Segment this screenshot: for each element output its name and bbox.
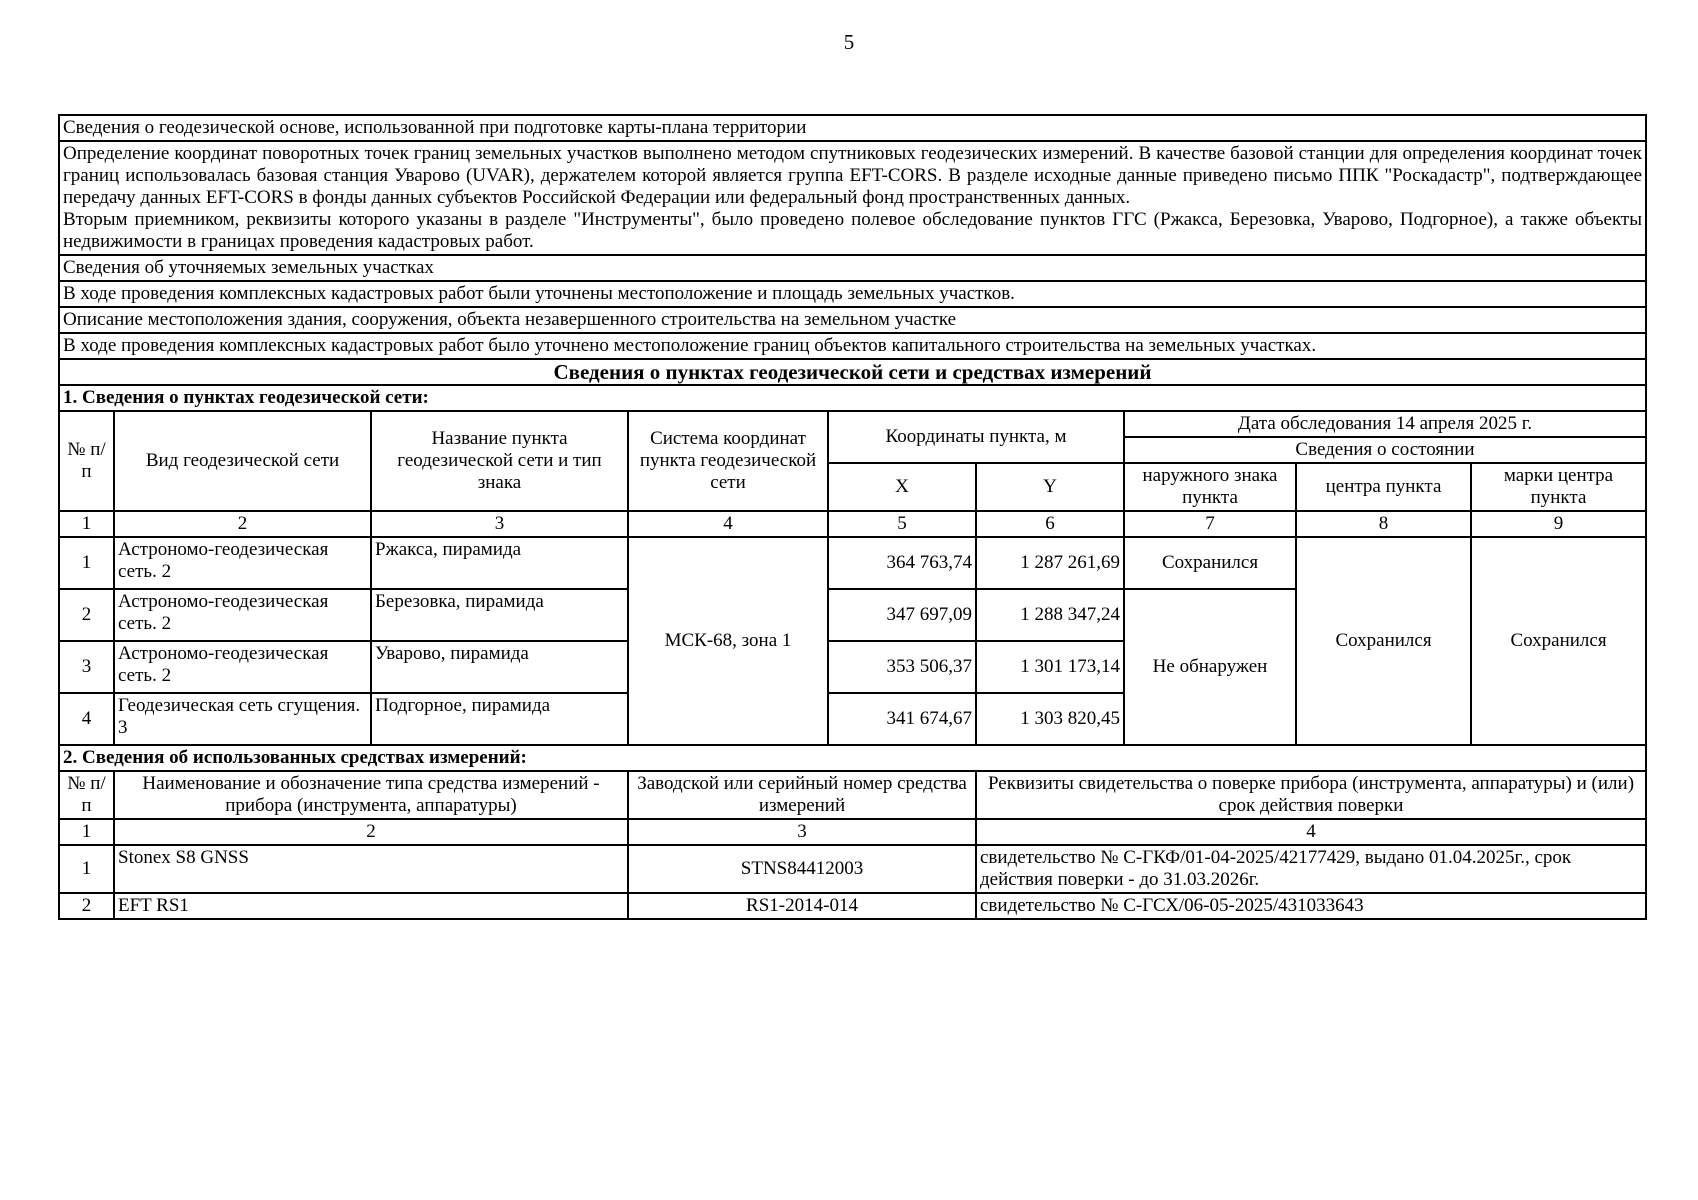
col-header-center: центра пункта (1296, 463, 1471, 511)
col-header-num: № п/п (59, 411, 114, 511)
instr-header-serial: Заводской или серийный номер средства измерений (628, 771, 976, 819)
clarified-plots-heading: Сведения об уточняемых земельных участках (59, 255, 1646, 281)
coord-system-value: МСК-68, зона 1 (628, 537, 828, 745)
col-number: 7 (1124, 511, 1296, 537)
document-table (58, 114, 1647, 920)
col-header-survey-date: Дата обследования 14 апреля 2025 г. (1124, 411, 1646, 437)
col-header-point-name: Название пункта геодезической сети и тип знака (371, 411, 628, 511)
page-number: 5 (843, 30, 855, 54)
point-row-num: 2 (59, 589, 114, 641)
col-header-y: Y (976, 463, 1124, 511)
point-row-point-name: Подгорное, пирамида (371, 693, 628, 745)
col-header-condition: Сведения о состоянии (1124, 437, 1646, 463)
point-row-x: 341 674,67 (828, 693, 976, 745)
instr-col-number: 1 (59, 819, 114, 845)
col-number: 1 (59, 511, 114, 537)
geodetic-points-title: 1. Сведения о пунктах геодезической сети: (59, 385, 1646, 411)
instr-row-name: Stonex S8 GNSS (114, 845, 628, 893)
col-number: 8 (1296, 511, 1471, 537)
col-header-network-type: Вид геодезической сети (114, 411, 371, 511)
col-header-coords: Координаты пункта, м (828, 411, 1124, 463)
outer-sign-state-not-found: Не обнаружен (1124, 589, 1296, 745)
point-row-point-name: Ржакса, пирамида (371, 537, 628, 589)
point-row-x: 353 506,37 (828, 641, 976, 693)
point-row-network-type: Астрономо-геодезическая сеть. 2 (114, 641, 371, 693)
col-header-outer-sign: наружного знака пункта (1124, 463, 1296, 511)
geodetic-basis-paragraph-1: Определение координат поворотных точек границ земельных участков выполнено методом спутниковых геодезических измерений. В качестве базовой станции для определения координат точек границ использовалась базовая станция Уварово (UVAR), держателем которой является группа EFT-CORS. В разделе исходные данные приведено письмо ППК "Роскадастр", подтверждающее передачу данных EFT-CORS в фонды данных субъектов Российской Федерации или федеральный фонд пространственных данных. (63, 143, 1642, 208)
point-row-y: 1 301 173,14 (976, 641, 1124, 693)
col-header-x: X (828, 463, 976, 511)
point-row-y: 1 303 820,45 (976, 693, 1124, 745)
instr-row-num: 1 (59, 845, 114, 893)
point-row-network-type: Геодезическая сеть сгущения. 3 (114, 693, 371, 745)
building-location-heading: Описание местоположения здания, сооружения, объекта незавершенного строительства на земельном участке (59, 307, 1646, 333)
section-title: Сведения о пунктах геодезической сети и средствах измерений (59, 359, 1646, 385)
point-row-network-type: Астрономо-геодезическая сеть. 2 (114, 537, 371, 589)
instr-col-number: 4 (976, 819, 1646, 845)
point-row-x: 364 763,74 (828, 537, 976, 589)
center-state: Сохранился (1296, 537, 1471, 745)
point-row-y: 1 287 261,69 (976, 537, 1124, 589)
point-row-num: 1 (59, 537, 114, 589)
point-row-num: 4 (59, 693, 114, 745)
building-location-text: В ходе проведения комплексных кадастровых работ было уточнено местоположение границ объектов капитального строительства на земельных участках. (59, 333, 1646, 359)
col-number: 4 (628, 511, 828, 537)
instr-row-serial: RS1-2014-014 (628, 893, 976, 919)
col-number: 5 (828, 511, 976, 537)
col-header-center-mark: марки центра пункта (1471, 463, 1646, 511)
geodetic-basis-heading: Сведения о геодезической основе, использованной при подготовке карты-плана территории (59, 115, 1646, 141)
instr-col-number: 2 (114, 819, 628, 845)
point-row-point-name: Уварово, пирамида (371, 641, 628, 693)
instr-header-name: Наименование и обозначение типа средства измерений - прибора (инструмента, аппаратуры) (114, 771, 628, 819)
col-header-coord-system: Система координат пункта геодезической сети (628, 411, 828, 511)
instruments-title: 2. Сведения об использованных средствах измерений: (59, 745, 1646, 771)
instr-row-name: EFT RS1 (114, 893, 628, 919)
outer-sign-state-preserved: Сохранился (1124, 537, 1296, 589)
geodetic-basis-paragraph-2: Вторым приемником, реквизиты которого указаны в разделе "Инструменты", было проведено полевое обследование пунктов ГГС (Ржакса, Березовка, Уварово, Подгорное), а также объекты недвижимости в границах проведения кадастровых работ. (63, 209, 1642, 252)
instr-col-number: 3 (628, 819, 976, 845)
point-row-y: 1 288 347,24 (976, 589, 1124, 641)
instr-row-certificate: свидетельство № С-ГСХ/06-05-2025/431033643 (976, 893, 1646, 919)
geodetic-basis-text (59, 141, 1646, 255)
col-number: 3 (371, 511, 628, 537)
point-row-x: 347 697,09 (828, 589, 976, 641)
instr-row-num: 2 (59, 893, 114, 919)
instr-header-num: № п/п (59, 771, 114, 819)
point-row-point-name: Березовка, пирамида (371, 589, 628, 641)
point-row-num: 3 (59, 641, 114, 693)
point-row-network-type: Астрономо-геодезическая сеть. 2 (114, 589, 371, 641)
col-number: 6 (976, 511, 1124, 537)
instr-row-certificate: свидетельство № С-ГКФ/01-04-2025/42177429, выдано 01.04.2025г., срок действия поверки - до 31.03.2026г. (976, 845, 1646, 893)
instr-header-certificate: Реквизиты свидетельства о поверке прибора (инструмента, аппаратуры) и (или) срок действия поверки (976, 771, 1646, 819)
clarified-plots-text: В ходе проведения комплексных кадастровых работ были уточнены местоположение и площадь земельных участков. (59, 281, 1646, 307)
col-number: 9 (1471, 511, 1646, 537)
col-number: 2 (114, 511, 371, 537)
instr-row-serial: STNS84412003 (628, 845, 976, 893)
center-mark-state: Сохранился (1471, 537, 1646, 745)
